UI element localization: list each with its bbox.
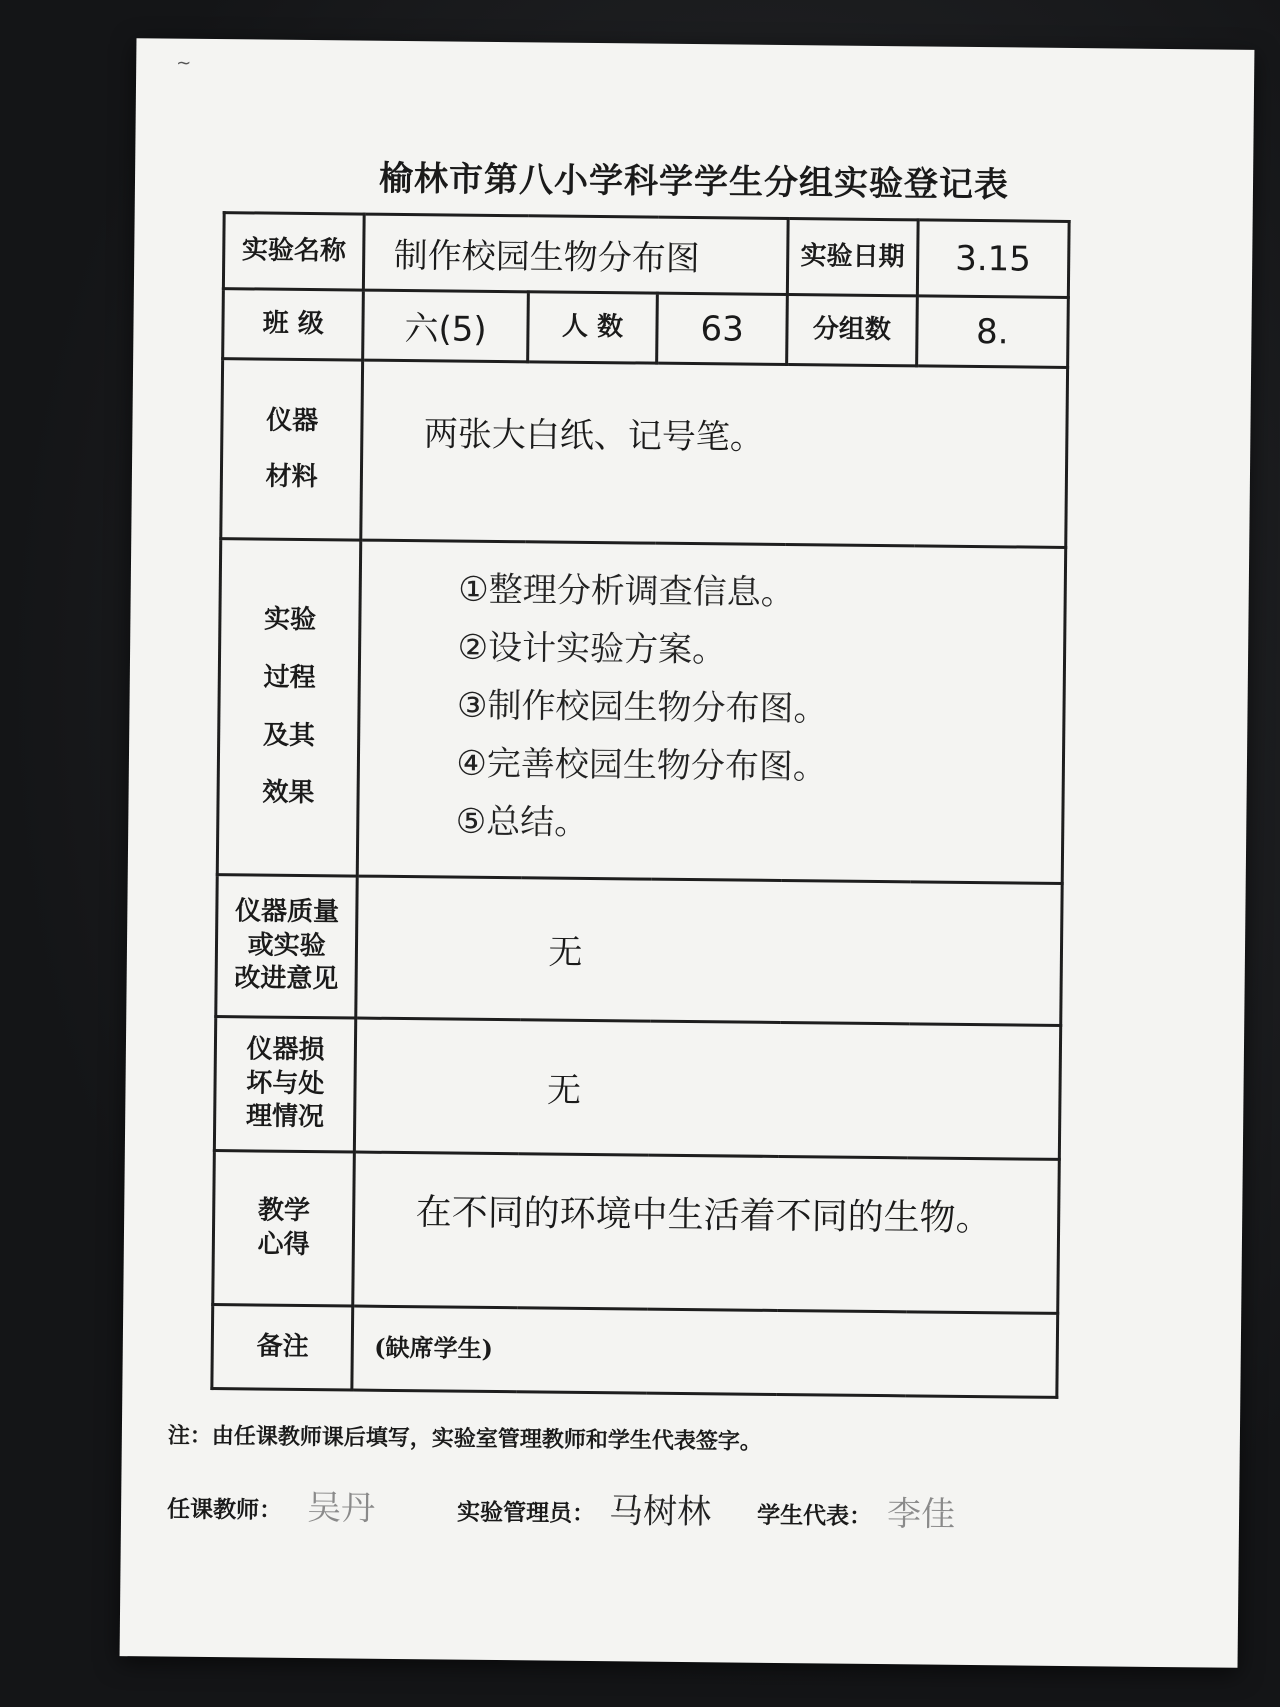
label-remarks: 备注: [212, 1305, 353, 1390]
registration-table: [210, 211, 1070, 1399]
row-damage: [214, 1017, 1060, 1160]
row-name-date: [223, 213, 1069, 298]
signature-row: [167, 1479, 1168, 1549]
label-damage-line2: 坏与处: [246, 1067, 325, 1099]
label-damage-line3: 理情况: [245, 1101, 325, 1133]
admin-label: 实验管理员：: [456, 1498, 596, 1528]
row-remarks: [212, 1305, 1058, 1398]
value-experiment-name: 制作校园生物分布图: [364, 214, 788, 294]
process-steps-list: [365, 542, 1058, 875]
admin-signature: 马树林: [608, 1491, 712, 1533]
student-label: 学生代表：: [756, 1501, 873, 1530]
label-teaching: [213, 1151, 355, 1306]
process-step: ④完善校园生物分布图。: [456, 743, 828, 788]
label-damage: [214, 1017, 356, 1152]
label-quality-line2: 或实验: [247, 929, 326, 961]
label-teaching-line1: 教学: [257, 1195, 311, 1226]
label-class: 班 级: [223, 289, 364, 360]
label-process-line2: 过程: [263, 662, 316, 693]
value-teaching: 在不同的环境中生活着不同的生物。: [353, 1152, 1059, 1313]
teacher-signature: 吴丹: [306, 1488, 376, 1529]
label-process-line1: 实验: [263, 604, 317, 636]
process-step: ②设计实验方案。: [457, 627, 727, 671]
value-remarks: (缺席学生): [352, 1306, 1057, 1397]
label-experiment-name: 实验名称: [223, 213, 364, 290]
label-process-line4: 效果: [262, 777, 315, 809]
student-signature: 李佳: [886, 1494, 956, 1535]
label-quality-line3: 改进意见: [234, 963, 339, 995]
process-step: ⑤总结。: [455, 801, 589, 843]
label-damage-line1: 仪器损: [246, 1034, 325, 1066]
label-materials-line1: 仪器: [266, 405, 319, 436]
label-materials-line2: 材料: [265, 461, 318, 492]
label-materials: [221, 359, 363, 540]
label-groups: 分组数: [787, 295, 917, 366]
label-process: [217, 539, 361, 876]
value-groups: 8.: [916, 296, 1068, 368]
value-class: 六(5): [363, 290, 528, 362]
row-quality: [216, 875, 1062, 1026]
paper-sheet: [120, 38, 1255, 1668]
row-process: [217, 539, 1065, 884]
value-people: 63: [657, 293, 787, 364]
value-materials: 两张大白纸、记号笔。: [361, 360, 1067, 547]
label-quality-line1: 仪器质量: [234, 896, 340, 928]
row-teaching: [213, 1151, 1060, 1314]
teacher-label: 任课教师：: [166, 1495, 283, 1524]
pen-mark: ~: [176, 52, 192, 74]
form-title: 榆林市第八小学科学学生分组实验登记表: [378, 158, 1010, 206]
process-step: ③制作校园生物分布图。: [456, 685, 828, 730]
label-quality: [216, 875, 358, 1018]
label-experiment-date: 实验日期: [787, 219, 917, 296]
label-teaching-line2: 心得: [257, 1229, 310, 1260]
label-process-line3: 及其: [262, 720, 316, 751]
value-damage: 无: [355, 1018, 1061, 1159]
value-quality: 无: [356, 876, 1062, 1025]
row-materials: [221, 359, 1068, 548]
label-people: 人 数: [527, 292, 657, 363]
process-step: ①整理分析调查信息。: [458, 569, 795, 614]
footer-note: 注：由任课教师课后填写，实验室管理教师和学生代表签字。: [167, 1422, 762, 1455]
row-class-people-groups: [223, 289, 1069, 368]
value-experiment-date: 3.15: [917, 220, 1069, 298]
value-process: [358, 540, 1066, 883]
